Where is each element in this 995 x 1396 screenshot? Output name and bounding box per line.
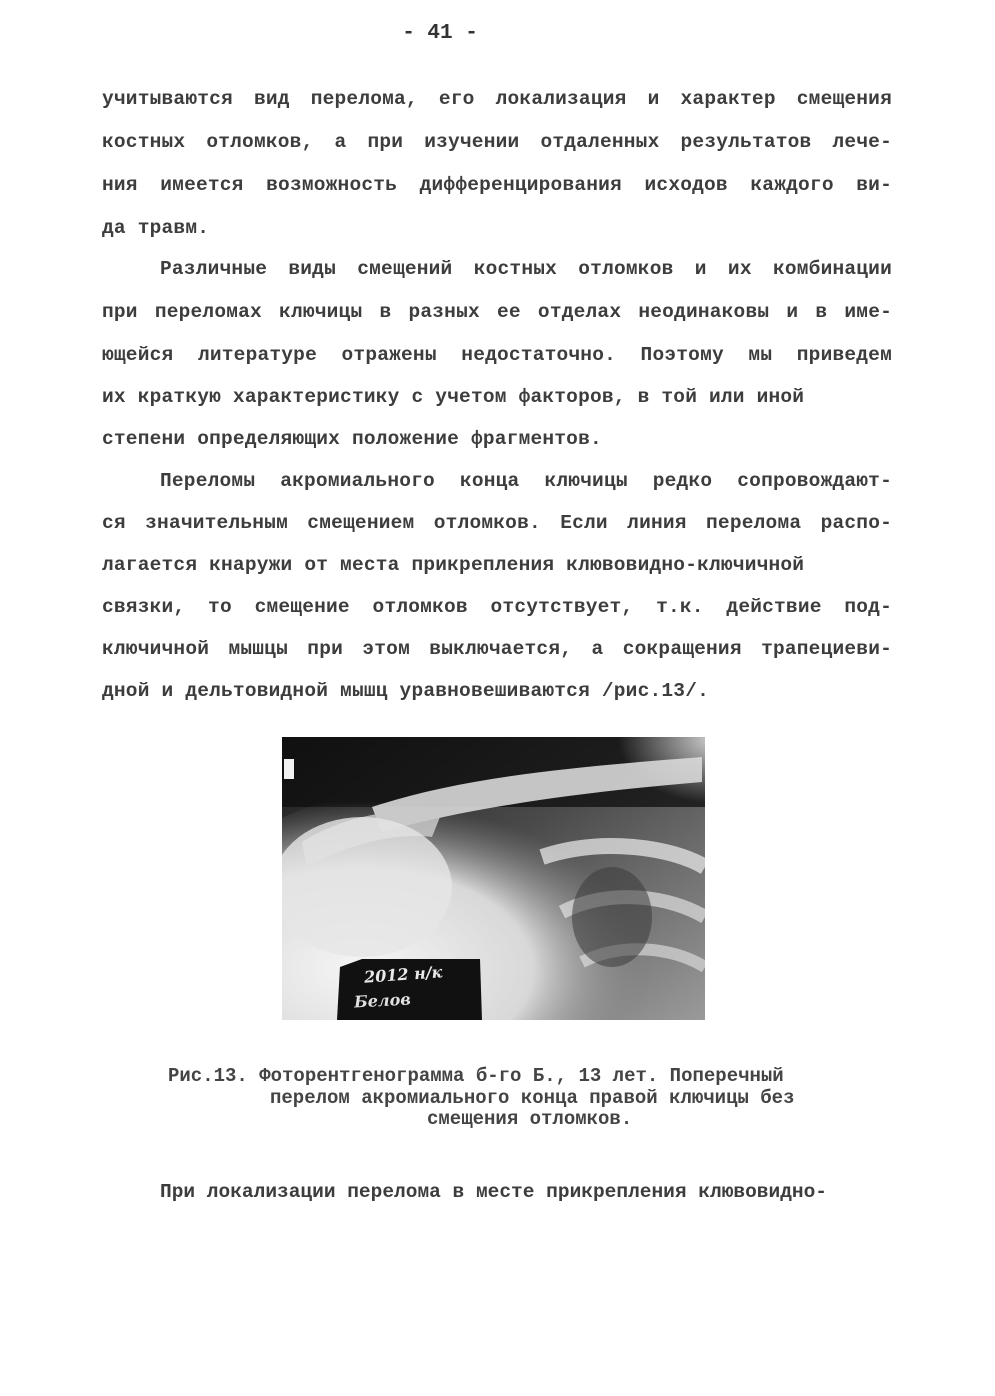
text-line: степени определяющих положение фрагментов. xyxy=(102,428,602,450)
text-line: При локализации перелома в месте прикрепления клювовидно- xyxy=(160,1181,828,1203)
text-line: Переломы акромиального конца ключицы редко сопровождают- xyxy=(160,470,892,492)
text-line: ния имеется возможность дифференцирования исходов каждого ви- xyxy=(102,174,892,196)
text-line: ющейся литературе отражены недостаточно. Поэтому мы приведем xyxy=(102,344,892,366)
page-number: - 41 - xyxy=(402,22,478,45)
text-line: связки, то смещение отломков отсутствует, т.к. действие под- xyxy=(102,596,892,618)
xray-label-line1: 2012 н/к xyxy=(363,962,444,987)
text-line: дной и дельтовидной мышц уравновешиваются /рис.13/. xyxy=(102,680,709,702)
text-line: ключичной мышцы при этом выключается, а сокращения трапециеви- xyxy=(102,638,892,660)
figure-caption-line: смещения отломков. xyxy=(427,1108,633,1130)
text-line: Различные виды смещений костных отломков и их комбинации xyxy=(160,258,892,280)
xray-label-line2: Белов xyxy=(353,989,412,1012)
text-line: ся значительным смещением отломков. Если линия перелома распо- xyxy=(102,512,892,534)
text-line: их краткую характеристику с учетом факторов, в той или иной xyxy=(102,386,805,408)
figure-caption-line: Рис.13. Фоторентгенограмма б-го Б., 13 лет. Поперечный xyxy=(168,1065,784,1087)
xray-photo xyxy=(282,737,705,1020)
text-line: при переломах ключицы в разных ее отделах неодинаковы и в име- xyxy=(102,301,892,323)
text-line: да травм. xyxy=(102,217,210,239)
text-line: костных отломков, а при изучении отдаленных результатов лече- xyxy=(102,131,892,153)
text-line: лагается кнаружи от места прикрепления клювовидно-ключичной xyxy=(102,554,805,576)
figure-caption-line: перелом акромиального конца правой ключицы без xyxy=(270,1087,795,1109)
text-line: учитываются вид перелома, его локализация и характер смещения xyxy=(102,88,892,110)
